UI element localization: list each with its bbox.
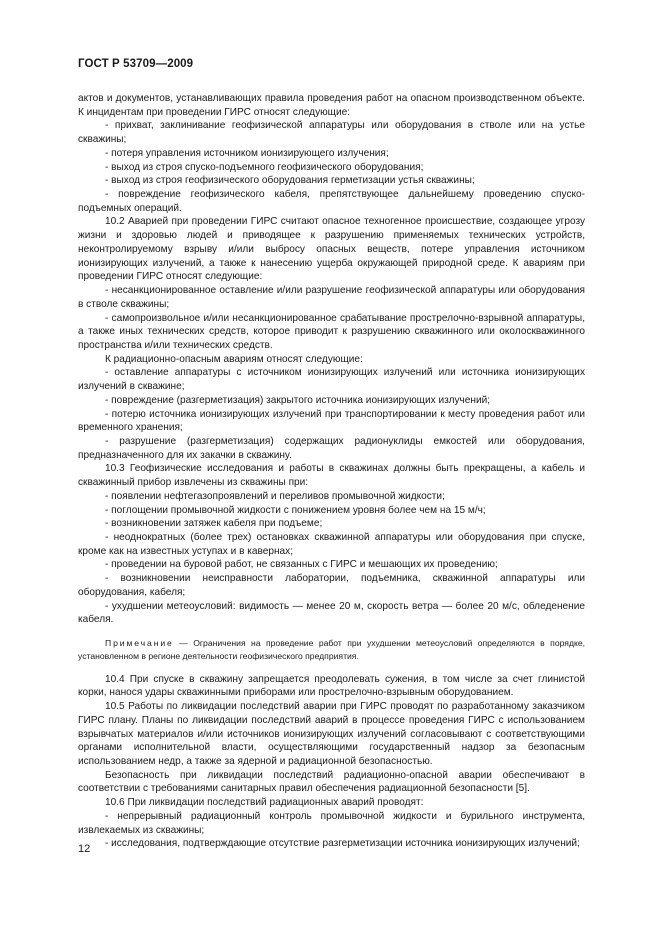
continued-paragraph: актов и документов, устанавливающих правила проведения работ на опасном производственном объекте. К инцидентам при проведении ГИРС относят следующие: <box>78 93 585 118</box>
list-item: - оставление аппаратуры с источником ионизирующих излучений или источника ионизирующих излучений в скважине; <box>78 367 585 393</box>
list-item: - повреждение геофизического кабеля, препятствующее дальнейшему проведению спуско-подъемных операций. <box>78 189 585 214</box>
list-item: - исследования, подтверждающие отсутствие разгерметизации источника ионизирующих излучений; <box>105 838 580 850</box>
body-paragraph: 10.5 Работы по ликвидации последствий аварии при ГИРС проводят по разработанному заказчиком ГИРС плану. Планы по ликвидации последствий аварий в процессе проведения ГИРС с использованием взрывчатых материалов и/или источников ионизирующих излучений согласовывают с соответствующими органами исполнительной власти, осуществляющими государственный надзор за безопасным использованием недр, а также за ядерной и радиационной безопасностью. <box>78 701 585 767</box>
note-text: — Ограничения на проведение работ при ухудшении метеоусловий определяются в порядке, установленном в регионе деятельности геофизического предприятия. <box>78 638 585 661</box>
note-paragraph <box>78 637 585 663</box>
body-paragraph: Безопасность при ликвидации последствий радиационно-опасной аварии обеспечивают в соответствии с требованиями санитарных правил обеспечения радиационной безопасности [5]. <box>78 769 585 795</box>
list-item: - несанкционированное оставление и/или разрушение геофизической аппаратуры или оборудования в стволе скважины; <box>78 285 585 310</box>
body-paragraph: 10.4 При спуске в скважину запрещается преодолевать сужения, в том числе за счет глинистой корки, нанося удары скважинными приборами или прострелочно-взрывным оборудованием. <box>78 673 585 699</box>
body-paragraph: К радиационно-опасным авариям относят следующие: <box>105 353 363 365</box>
list-item: - выход из строя спуско-подъемного геофизического оборудования; <box>105 161 424 173</box>
list-item: - проведении на буровой работ, не связанных с ГИРС и мешающих их проведению; <box>105 559 498 571</box>
document-header: ГОСТ Р 53709—2009 <box>78 58 194 70</box>
list-item: - самопроизвольное и/или несанкционированное срабатывание прострелочно-взрывной аппаратуры, а также иных технических средств, которое приводит к разрушению скважинного или околоскважинного пространства и/или технических средств. <box>78 312 585 351</box>
list-item: - потеря управления источником ионизирующего излучения; <box>105 147 389 159</box>
document-body <box>78 92 585 851</box>
list-item: - поглощении промывочной жидкости с понижением уровня более чем на 15 м/ч; <box>105 504 486 516</box>
list-item: - разрушение (разгерметизация) содержащих радионуклиды емкостей или оборудования, предназначенного для их закачки в скважину. <box>78 435 585 461</box>
list-item: - прихват, заклинивание геофизической аппаратуры или оборудования в стволе или на устье скважины; <box>78 120 585 146</box>
note-label: Примечание <box>105 638 174 649</box>
list-item: - выход из строя геофизического оборудования герметизации устья скважины; <box>105 175 475 187</box>
page-number: 12 <box>78 843 91 855</box>
list-item: - неоднократных (более трех) остановках скважинной аппаратуры или оборудования при спуске, кроме как на известных уступах и в кавернах; <box>78 532 585 557</box>
list-item: - потерю источника ионизирующих излучений при транспортировании к месту проведения работ или временного хранения; <box>78 408 585 434</box>
body-paragraph: 10.3 Геофизические исследования и работы в скважинах должны быть прекращены, а кабель и скважинный прибор извлечены из скважины при: <box>78 463 585 489</box>
list-item: - непрерывный радиационный контроль промывочной жидкости и бурильного инструмента, извлекаемых из скважины; <box>78 810 585 836</box>
list-item: - повреждение (разгерметизация) закрытого источника ионизирующих излучений; <box>105 394 491 406</box>
list-item: - возникновении неисправности лаборатории, подъемника, скважинной аппаратуры или оборудования, кабеля; <box>78 573 585 598</box>
list-item: - возникновении затяжек кабеля при подъеме; <box>105 518 323 530</box>
body-paragraph: 10.2 Аварией при проведении ГИРС считают опасное техногенное происшествие, создающее угрозу жизни и здоровью людей и приводящее к разрушению применяемых технических устройств, неконтролируемому взрыву и/или выбросу опасных веществ, потере управления источником ионизирующих излучений, а также к нанесению ущерба окружающей природной среде. К авариям при проведении ГИРС относят следующие: <box>78 216 585 283</box>
body-paragraph: 10.6 При ликвидации последствий радиационных аварий проводят: <box>105 797 424 809</box>
list-item: - ухудшении метеоусловий: видимость — менее 20 м, скорость ветра — более 20 м/с, обледенение кабеля. <box>78 600 585 626</box>
list-item: - появлении нефтегазопроявлений и переливов промывочной жидкости; <box>105 490 445 502</box>
